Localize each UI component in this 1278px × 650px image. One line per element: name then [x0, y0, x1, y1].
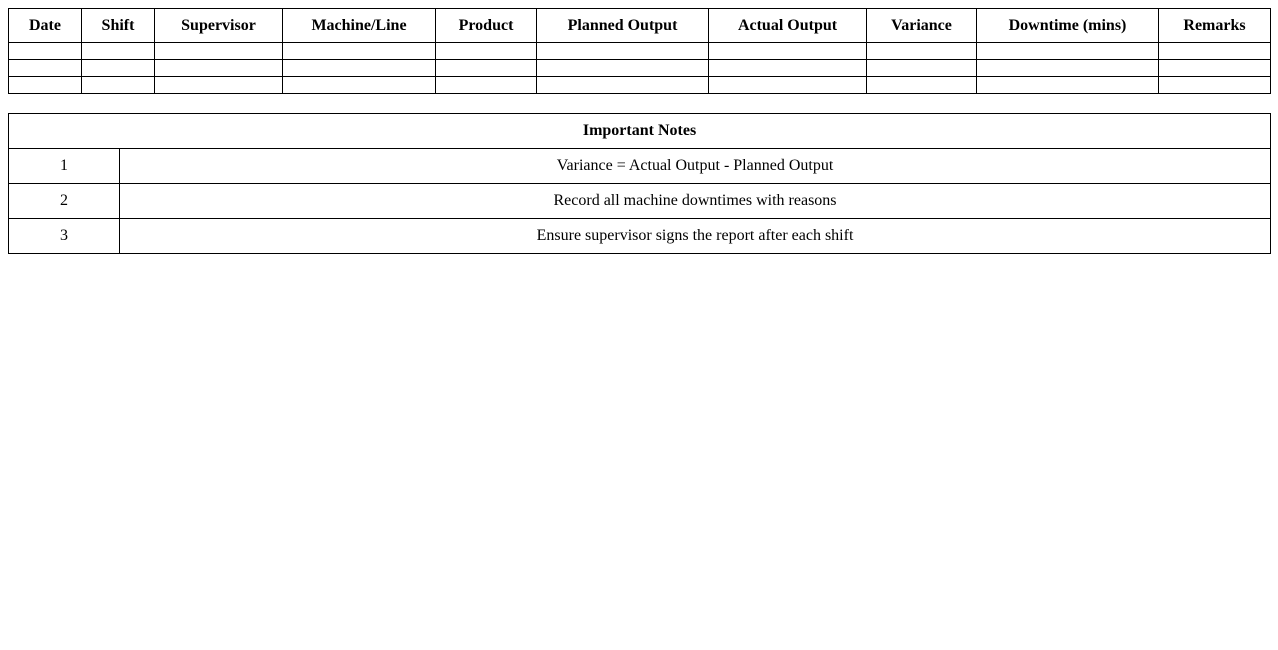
table-cell[interactable] [9, 60, 82, 77]
table-cell[interactable] [155, 60, 283, 77]
table-cell[interactable] [867, 77, 977, 94]
table-cell[interactable] [283, 43, 436, 60]
header-planned-output: Planned Output [537, 9, 709, 43]
table-cell[interactable] [537, 77, 709, 94]
production-report-table [8, 8, 1271, 94]
table-row [9, 60, 1271, 77]
note-number: 1 [9, 149, 120, 184]
table-cell[interactable] [9, 43, 82, 60]
table-cell[interactable] [977, 60, 1159, 77]
header-variance: Variance [867, 9, 977, 43]
table-cell[interactable] [709, 60, 867, 77]
table-cell[interactable] [709, 77, 867, 94]
header-product: Product [436, 9, 537, 43]
table-cell[interactable] [436, 77, 537, 94]
table-cell[interactable] [977, 77, 1159, 94]
table-cell[interactable] [9, 77, 82, 94]
table-cell[interactable] [82, 43, 155, 60]
table-cell[interactable] [537, 60, 709, 77]
note-row [9, 149, 1271, 184]
header-date: Date [9, 9, 82, 43]
note-number: 3 [9, 219, 120, 254]
header-remarks: Remarks [1159, 9, 1271, 43]
table-cell[interactable] [283, 77, 436, 94]
table-cell[interactable] [155, 43, 283, 60]
table-cell[interactable] [82, 60, 155, 77]
header-machine-line: Machine/Line [283, 9, 436, 43]
table-cell[interactable] [436, 60, 537, 77]
table-row [9, 77, 1271, 94]
table-cell[interactable] [1159, 60, 1271, 77]
note-number: 2 [9, 184, 120, 219]
note-row [9, 219, 1271, 254]
table-cell[interactable] [709, 43, 867, 60]
table-cell[interactable] [537, 43, 709, 60]
note-text: Record all machine downtimes with reasons [120, 184, 1271, 219]
table-cell[interactable] [1159, 77, 1271, 94]
note-text: Ensure supervisor signs the report after each shift [120, 219, 1271, 254]
table-cell[interactable] [283, 60, 436, 77]
table-cell[interactable] [1159, 43, 1271, 60]
note-text: Variance = Actual Output - Planned Output [120, 149, 1271, 184]
table-cell[interactable] [436, 43, 537, 60]
important-notes-table [8, 113, 1271, 254]
report-header-row [9, 9, 1271, 43]
header-supervisor: Supervisor [155, 9, 283, 43]
note-row [9, 184, 1271, 219]
table-cell[interactable] [977, 43, 1159, 60]
notes-title-row [9, 114, 1271, 149]
table-cell[interactable] [82, 77, 155, 94]
table-cell[interactable] [155, 77, 283, 94]
header-downtime: Downtime (mins) [977, 9, 1159, 43]
table-cell[interactable] [867, 43, 977, 60]
notes-title: Important Notes [9, 114, 1271, 149]
table-cell[interactable] [867, 60, 977, 77]
header-shift: Shift [82, 9, 155, 43]
table-row [9, 43, 1271, 60]
header-actual-output: Actual Output [709, 9, 867, 43]
